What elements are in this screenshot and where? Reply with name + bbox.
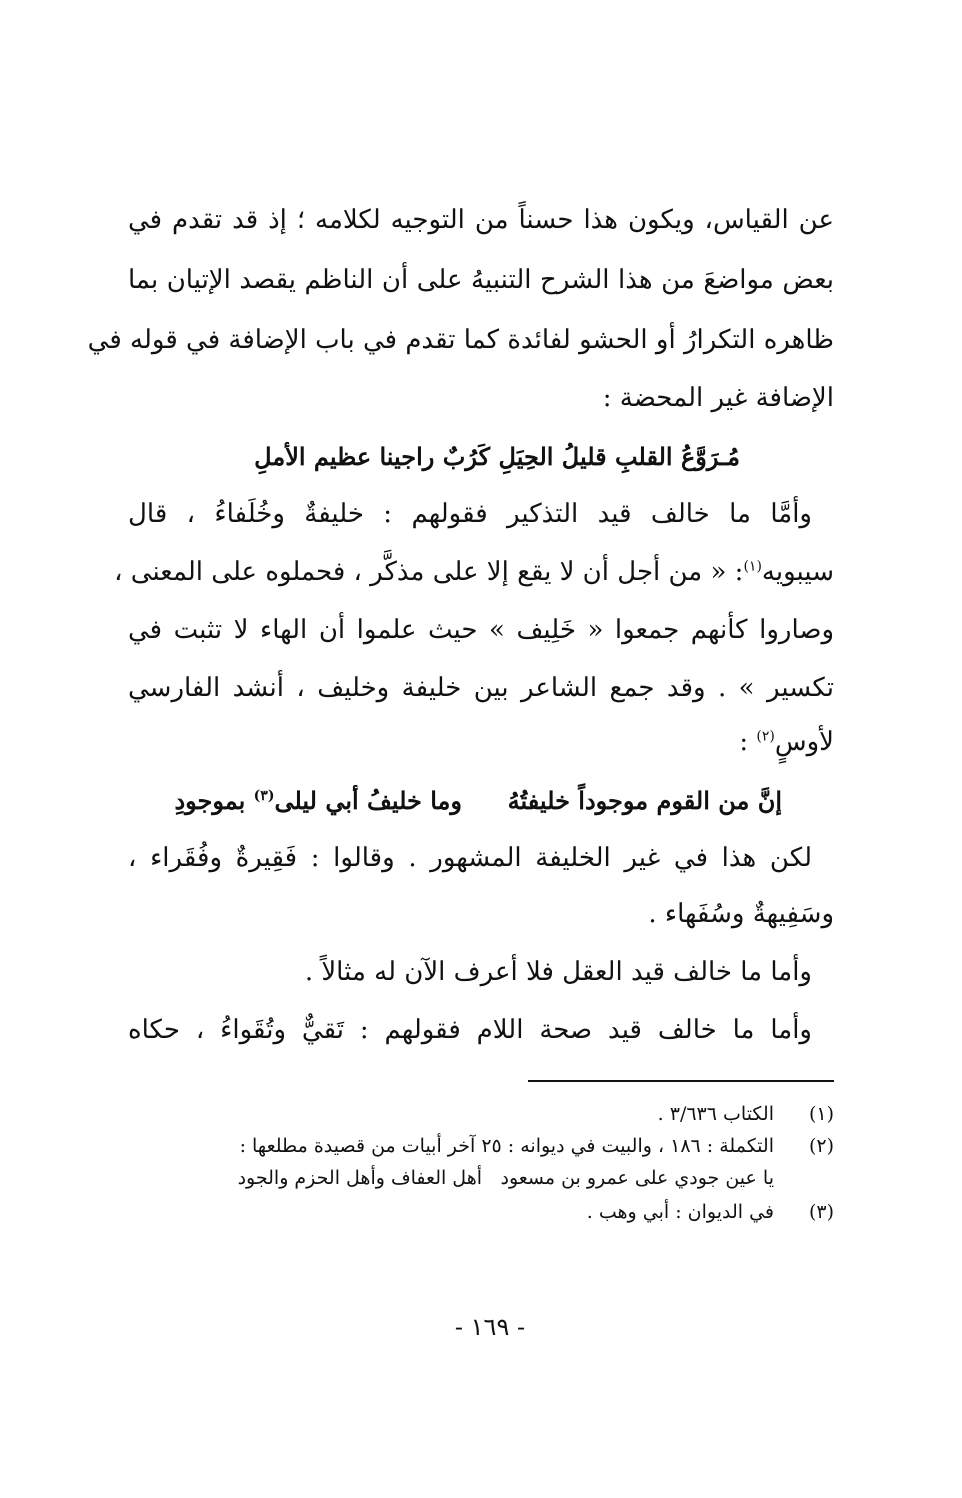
para2-line-4: تكسير » . وقد جمع الشاعر بين خليفة وخليف ، أنشد الفارسي [128, 673, 834, 703]
para3-line-2: وسَفِيهةٌ وسُفَهاء . [648, 899, 834, 929]
para2-line-5 [128, 724, 834, 760]
verse2-second-hemistich [174, 784, 462, 818]
footnote-ref-2: (٢) [756, 728, 775, 745]
body-line-3: ظاهره التكرارُ أو الحشو لفائدة كما تقدم في باب الإضافة في قوله في [87, 325, 834, 355]
footnote-ref-1: (١) [743, 558, 762, 575]
para2-line-2-rest: : « من أجل أن لا يقع إلا على مذكَّر ، فحملوه على المعنى ، [114, 557, 744, 587]
para3-line-1: لكن هذا في غير الخليفة المشهور . وقالوا : فَقِيرةٌ وفُقَراء ، [128, 843, 812, 873]
footnote-2-number: (٢) [808, 1135, 834, 1157]
footnote-ref-3: (٣) [253, 788, 275, 804]
verse2-second-start: وما خليفُ أبي ليلى [274, 786, 462, 815]
page-number: - ١٦٩ - [454, 1313, 526, 1341]
para2-line-2-start: سيبويه [761, 557, 834, 587]
para2-line-5-start: لأوسٍ [774, 727, 834, 757]
verse1-second-hemistich: مُـرَوَّعُ القلبِ قليلُ الحِيَلِ [498, 442, 740, 471]
footnote-1-number: (١) [808, 1103, 834, 1125]
verse2-second-end: بموجودِ [174, 786, 246, 815]
verse1-first-hemistich: كَرُبٌ راجينا عظيم الأملِ [254, 442, 490, 471]
footnote-2-text: التكملة : ١٨٦ ، والبيت في ديوانه : ٢٥ آخر أبيات من قصيدة مطلعها : [239, 1135, 774, 1157]
body-line-1: عن القياس، ويكون هذا حسناً من التوجيه لكلامه ؛ إذ قد تقدم في [128, 205, 834, 235]
para2-line-1: وأمَّا ما خالف قيد التذكير فقولهم : خليفةٌ وخُلَفاءُ ، قال [128, 499, 812, 529]
footnote-verse-first: يا عين جودي على عمرو بن مسعود [500, 1167, 774, 1189]
footnote-separator [528, 1080, 834, 1082]
footnote-3-text: في الديوان : أبي وهب . [586, 1201, 774, 1223]
footnote-verse-second: أهل العفاف وأهل الحزم والجود [237, 1167, 482, 1189]
para2-line-2 [114, 554, 834, 590]
verse2-first-hemistich: إنَّ من القوم موجوداً خليفتُهُ [507, 786, 782, 815]
para2-line-5-rest: : [739, 727, 749, 757]
footnote-1-text: الكتاب ٣/٦٣٦ . [657, 1103, 774, 1125]
para2-line-3: وصاروا كأنهم جمعوا « خَلِيف » حيث علموا أن الهاء لا تثبت في [128, 615, 834, 645]
body-line-4: الإضافة غير المحضة : [602, 383, 834, 413]
body-line-2: بعض مواضعَ من هذا الشرح التنبيهُ على أن الناظم يقصد الإتيان بما [128, 265, 834, 295]
footnote-3-number: (٣) [808, 1201, 834, 1223]
para4-line: وأما ما خالف قيد العقل فلا أعرف الآن له مثالاً . [304, 957, 812, 987]
para5-line: وأما ما خالف قيد صحة اللام فقولهم : تَقيٌّ وتُقَواءُ ، حكاه [128, 1015, 812, 1045]
